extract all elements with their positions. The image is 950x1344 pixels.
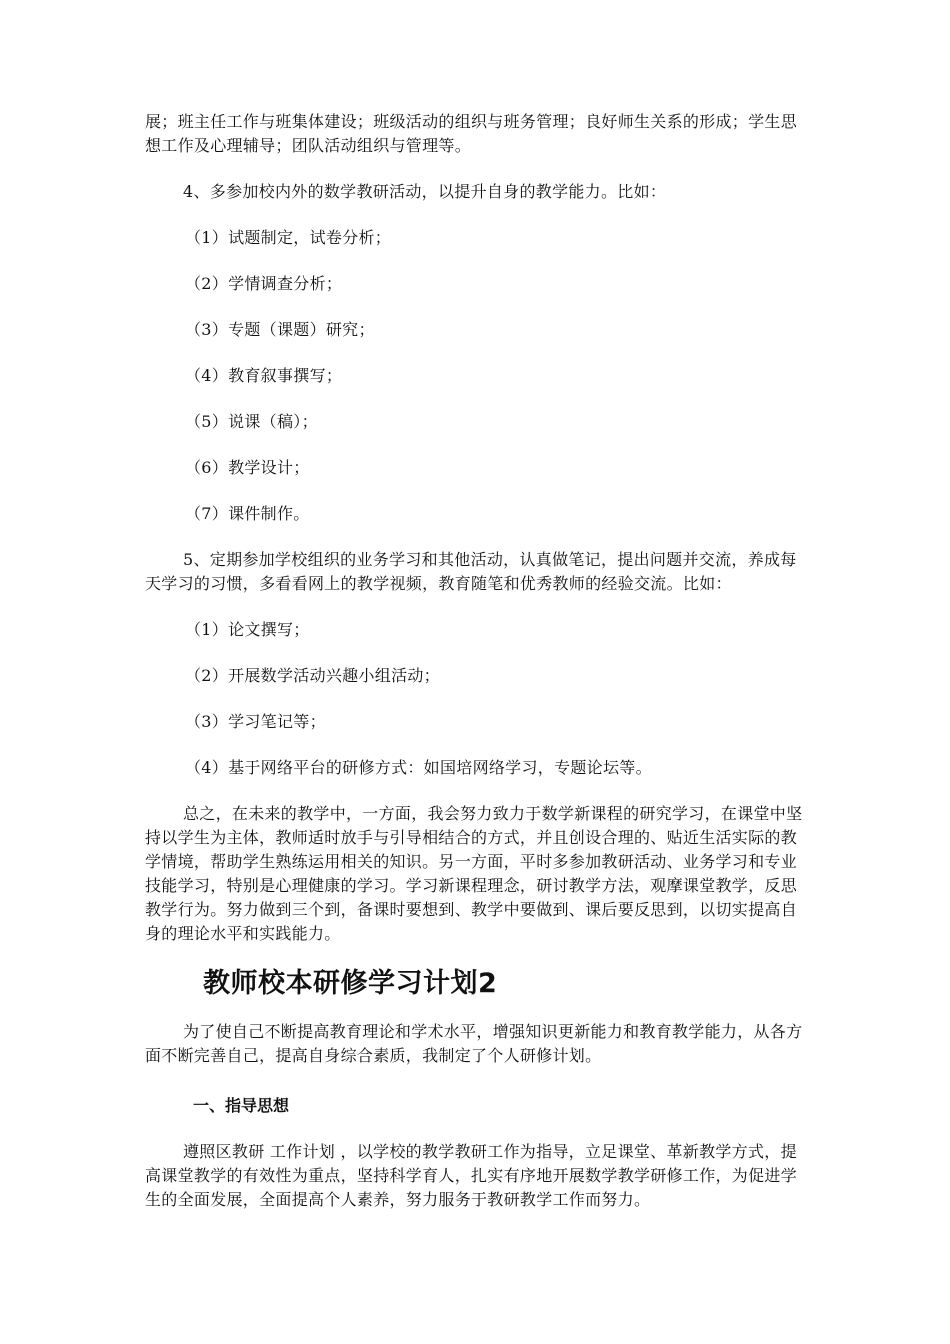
paragraph-continuation: 展；班主任工作与班集体建设；班级活动的组织与班务管理；良好师生关系的形成；学生思想工作及心理辅导；团队活动组织与管理等。 bbox=[145, 112, 798, 155]
heading-guiding-ideology: 一、指导思想 bbox=[193, 1096, 290, 1115]
list-item: （3）学习笔记等； bbox=[185, 712, 326, 731]
list-item: （4）基于网络平台的研修方式：如国培网络学习，专题论坛等。 bbox=[185, 758, 652, 777]
list-item: （6）教学设计； bbox=[185, 458, 310, 477]
list-item: （1）论文撰写； bbox=[185, 620, 310, 639]
document-page bbox=[145, 110, 810, 1212]
list-item: （5）说课（稿）； bbox=[185, 412, 318, 431]
list-item: （2）学情调查分析； bbox=[185, 274, 343, 293]
section-title: 教师校本研修学习计划2 bbox=[203, 968, 498, 999]
list-item: （1）试题制定，试卷分析； bbox=[185, 228, 392, 247]
paragraph-item-4: 4、多参加校内外的数学教研活动，以提升自身的教学能力。比如： bbox=[183, 182, 667, 201]
guiding-paragraph: 遵照区教研 工作计划 ，以学校的教学教研工作为指导，立足课堂、革新教学方式，提高课堂教学的有效性为重点，坚持科学育人，扎实有序地开展数学教学研修工作，为促进学生的全面发展，全面提高个人素养，努力服务于教研教学工作而努力。 bbox=[145, 1142, 798, 1209]
intro-paragraph: 为了使自己不断提高教育理论和学术水平，增强知识更新能力和教育教学能力，从各方面不断完善自己，提高自身综合素质，我制定了个人研修计划。 bbox=[145, 1022, 803, 1065]
list-item: （2）开展数学活动兴趣小组活动； bbox=[185, 666, 440, 685]
list-item: （3）专题（课题）研究； bbox=[185, 320, 375, 339]
list-item: （7）课件制作。 bbox=[185, 504, 310, 523]
summary-paragraph: 总之，在未来的教学中，一方面，我会努力致力于数学新课程的研究学习，在课堂中坚持以学生为主体，教师适时放手与引导相结合的方式，并且创设合理的、贴近生活实际的教学情境，帮助学生熟练运用相关的知识。另一方面，平时多参加教研活动、业务学习和专业技能学习，特别是心理健康的学习。学习新课程理念，研讨教学方法，观摩课堂教学，反思教学行为。努力做到三个到，备课时要想到、教学中要做到、课后要反思到，以切实提高自身的理论水平和实践能力。 bbox=[145, 804, 803, 943]
paragraph-item-5: 5、定期参加学校组织的业务学习和其他活动，认真做笔记，提出问题并交流，养成每天学习的习惯，多看看网上的教学视频，教育随笔和优秀教师的经验交流。比如： bbox=[145, 550, 797, 593]
list-item: （4）教育叙事撰写； bbox=[185, 366, 343, 385]
